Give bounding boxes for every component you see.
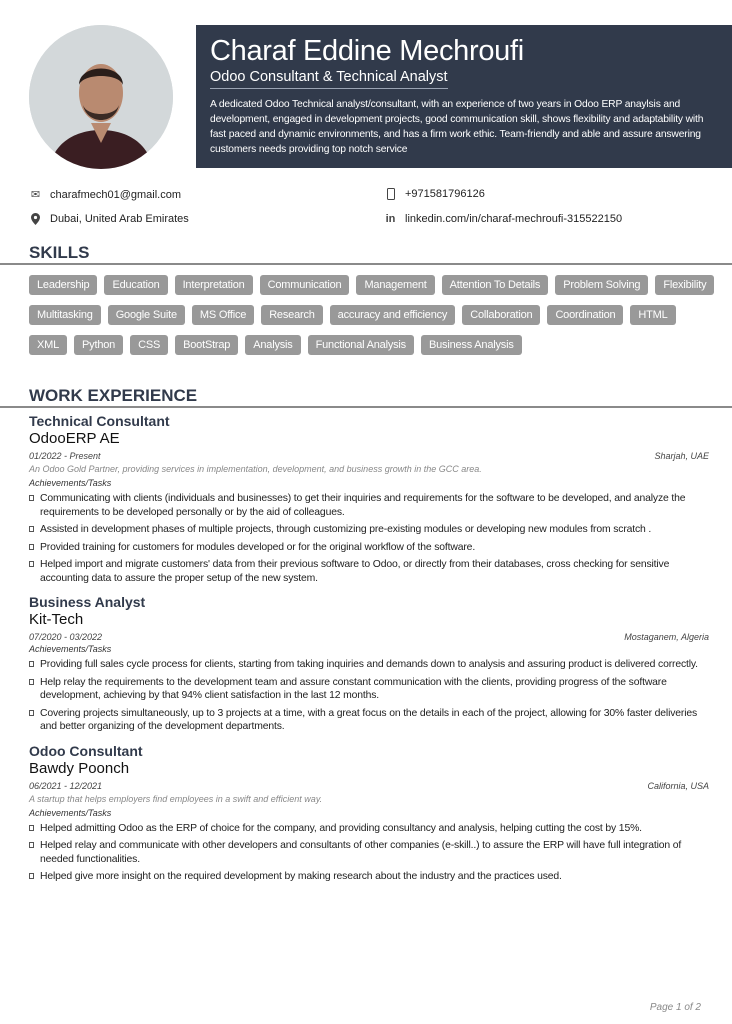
bullet-square-icon — [29, 561, 34, 567]
contact-location — [29, 213, 189, 225]
company-name: Bawdy Poonch — [29, 759, 130, 777]
task-item — [29, 707, 709, 734]
skill-chip: Functional Analysis — [308, 335, 414, 355]
tasks-label: Achievements/Tasks — [29, 807, 112, 818]
bullet-square-icon — [29, 544, 34, 550]
job-meta — [29, 450, 709, 462]
task-item — [29, 676, 709, 703]
tasks-label: Achievements/Tasks — [29, 478, 112, 488]
task-list — [29, 822, 709, 884]
skill-chip: Attention To Details — [442, 275, 549, 295]
skill-chip: Leadership — [29, 275, 97, 295]
skill-chip: Problem Solving — [555, 275, 648, 295]
task-text: Provided training for customers for modules developed or for the original workflow of the software. — [40, 541, 476, 553]
company-description: An Odoo Gold Partner, providing services in implementation, development, and business growth in the GCC area. — [29, 464, 482, 474]
task-item — [29, 658, 709, 672]
contact-email — [29, 188, 181, 201]
skill-chip: Research — [261, 305, 322, 325]
job-dates: 06/2021 - 12/2021 — [29, 780, 103, 791]
contact-linkedin — [384, 213, 622, 225]
task-text: Helped admitting Odoo as the ERP of choice for the company, and providing consultancy and analysis, helping cutting the cost by 15%. — [40, 822, 642, 834]
skill-chip: Business Analysis — [421, 335, 522, 355]
job-entry — [29, 594, 709, 734]
envelope-icon: ✉ — [30, 189, 41, 201]
job-meta — [29, 631, 709, 643]
skill-chip: BootStrap — [175, 335, 238, 355]
profile-summary: A dedicated Odoo Technical analyst/consultant, with an experience of two years in Odoo ERP anaylsis and development, engaged in development projects, good communication skill, shows flexibility and adaptability with fast paced and dynamic environments, and has a firm work ethic. Team-friendly and able and assure answering customers needs providing top notch service — [210, 99, 704, 155]
company-name: OdooERP AE — [29, 430, 120, 447]
task-item — [29, 523, 709, 537]
bullet-square-icon — [29, 495, 34, 501]
skill-chip: Interpretation — [175, 275, 253, 295]
phone-icon — [384, 188, 397, 200]
skill-chip: Google Suite — [108, 305, 185, 325]
skill-chip: XML — [29, 335, 67, 355]
job-location: California, USA — [647, 780, 709, 791]
map-pin-icon — [29, 213, 42, 225]
job-location: Sharjah, UAE — [654, 451, 709, 461]
task-item — [29, 839, 709, 866]
bullet-square-icon — [29, 873, 34, 879]
job-dates: 07/2020 - 03/2022 — [29, 632, 103, 642]
location-text: Dubai, United Arab Emirates — [50, 213, 189, 225]
job-title: Business Analyst — [29, 594, 146, 610]
task-text: Communicating with clients (individuals and businesses) to get their inquiries and requirements for the software to be developed, and analyze the requirements to be developed personally or by the aid of colleagues. — [40, 493, 686, 518]
bullet-square-icon — [29, 842, 34, 848]
skills-list — [29, 275, 719, 355]
task-text: Helped give more insight on the required development by making research about the industry and the practices used. — [40, 871, 562, 882]
skill-chip: Flexibility — [655, 275, 714, 295]
skill-chip: Management — [356, 275, 434, 295]
task-text: Covering projects simultaneously, up to 3 projects at a time, with a great focus on the details in each of the project, allowing for 30% faster deliveries and better organizing of the development departments. — [40, 707, 698, 732]
task-item — [29, 541, 709, 555]
task-text: Assisted in development phases of multiple projects, through customizing pre-existing modules or developing new modules from scratch . — [40, 524, 652, 535]
email-text[interactable]: charafmech01@gmail.com — [50, 188, 181, 201]
task-text: Providing full sales cycle process for clients, starting from taking inquiries and demands down to analysis and assuring product is delivered correctly. — [40, 659, 698, 670]
skill-chip: CSS — [130, 335, 168, 355]
work-experience-heading: WORK EXPERIENCE — [29, 386, 198, 405]
work-experience-list — [29, 413, 709, 893]
skill-chip: Education — [104, 275, 167, 295]
job-title: Odoo Consultant — [29, 742, 143, 759]
task-item — [29, 870, 709, 884]
bullet-square-icon — [29, 710, 34, 716]
company-name: Kit-Tech — [29, 611, 84, 628]
linkedin-icon: in — [385, 213, 396, 225]
task-list — [29, 492, 709, 585]
skill-chip: Collaboration — [462, 305, 540, 325]
candidate-name: Charaf Eddine Mechroufi — [210, 35, 524, 67]
task-item — [29, 822, 709, 836]
skill-chip: Communication — [260, 275, 350, 295]
skills-divider — [0, 263, 732, 265]
job-entry — [29, 413, 709, 585]
skill-chip: Python — [74, 335, 123, 355]
task-text: Helped relay and communicate with other developers and consultants of other companies (e-skill..) to assure the ERP will have full integration of needed functionalities. — [40, 840, 682, 865]
skill-chip: Analysis — [245, 335, 300, 355]
job-entry — [29, 743, 709, 884]
task-list — [29, 658, 709, 734]
contact-phone — [384, 188, 485, 200]
skill-chip: HTML — [630, 305, 675, 325]
phone-text: +971581796126 — [405, 188, 485, 200]
task-item — [29, 492, 709, 519]
header-banner — [196, 25, 732, 168]
bullet-square-icon — [29, 526, 34, 532]
candidate-role: Odoo Consultant & Technical Analyst — [210, 69, 448, 89]
job-title: Technical Consultant — [29, 413, 170, 429]
company-description: A startup that helps employers find employees in a swift and efficient way. — [29, 793, 323, 804]
task-text: Helped import and migrate customers' data from their previous software to Odoo, or directly from their databases, cross checking for sensitive accounting data to assure the proper setup of the new system. — [40, 559, 670, 584]
bullet-square-icon — [29, 825, 34, 831]
skills-heading: SKILLS — [29, 243, 90, 262]
skill-chip: Multitasking — [29, 305, 101, 325]
linkedin-text[interactable]: linkedin.com/in/charaf-mechroufi-315522150 — [405, 213, 623, 225]
job-dates: 01/2022 - Present — [29, 451, 101, 461]
skill-chip: accuracy and efficiency — [330, 305, 456, 325]
bullet-square-icon — [29, 661, 34, 667]
bullet-square-icon — [29, 679, 34, 685]
work-divider — [0, 406, 732, 408]
task-item — [29, 558, 709, 585]
job-meta — [29, 780, 709, 792]
skill-chip: MS Office — [192, 305, 254, 325]
skill-chip: Coordination — [547, 305, 623, 325]
job-location: Mostaganem, Algeria — [624, 632, 709, 642]
page-number: Page 1 of 2 — [649, 1002, 701, 1013]
tasks-label: Achievements/Tasks — [29, 644, 112, 654]
task-text: Help relay the requirements to the development team and assure constant communication with the clients, providing progress of the software development, achieving by that 94% client satisfaction in the last 12 months. — [40, 676, 667, 701]
profile-photo — [29, 25, 173, 169]
